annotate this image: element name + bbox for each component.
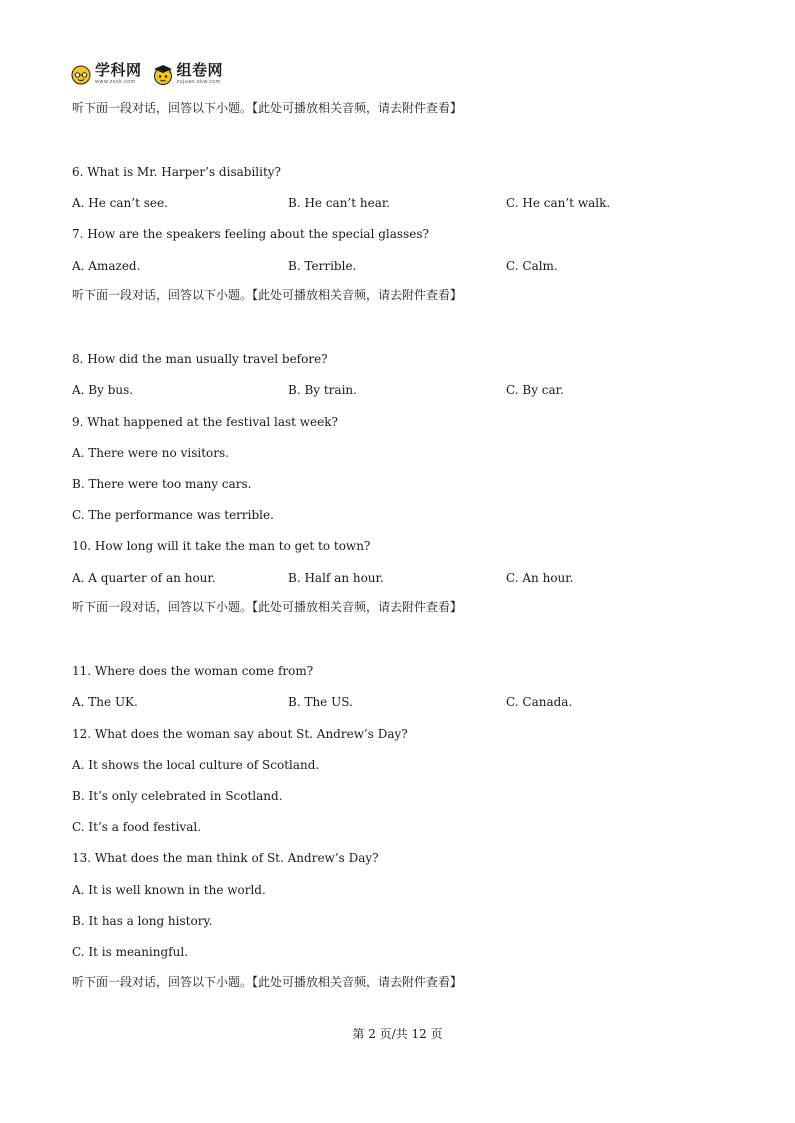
audio-notice: 听下面一段对话，回答以下小题。【此处可播放相关音频，请去附件查看】: [72, 101, 463, 115]
logo-url: www.zxxk.com: [95, 79, 136, 85]
q9-option-a: A. There were no visitors.: [72, 446, 229, 460]
q7-option-b: B. Terrible.: [288, 259, 357, 273]
logo-url: zujuan.xkw.com: [176, 79, 221, 85]
audio-notice: 听下面一段对话，回答以下小题。【此处可播放相关音频，请去附件查看】: [72, 975, 463, 989]
q7-option-c: C. Calm.: [506, 259, 558, 273]
q8-option-a: A. By bus.: [72, 383, 134, 397]
q8-option-c: C. By car.: [506, 383, 564, 397]
q6-option-a: A. He can’t see.: [72, 196, 168, 210]
q10-option-a: A. A quarter of an hour.: [72, 571, 216, 585]
q13-option-a: A. It is well known in the world.: [72, 883, 266, 897]
q11-option-a: A. The UK.: [72, 695, 138, 709]
question-13: 13. What does the man think of St. Andrew’s Day?: [72, 851, 379, 865]
graduate-face-icon: [152, 63, 174, 85]
header-logos: [70, 60, 223, 88]
q6-option-c: C. He can’t walk.: [506, 196, 611, 210]
logo-name: 组卷网: [176, 61, 224, 79]
logo-name: 学科网: [95, 61, 142, 79]
q8-option-b: B. By train.: [288, 383, 357, 397]
q6-option-b: B. He can’t hear.: [288, 196, 391, 210]
q13-option-b: B. It has a long history.: [72, 914, 213, 928]
question-9: 9. What happened at the festival last week?: [72, 415, 338, 429]
xuekewang-logo: [70, 63, 142, 85]
audio-notice: 听下面一段对话，回答以下小题。【此处可播放相关音频，请去附件查看】: [72, 288, 463, 302]
q10-option-b: B. Half an hour.: [288, 571, 384, 585]
student-face-icon: [70, 63, 92, 85]
q9-option-c: C. The performance was terrible.: [72, 508, 274, 522]
question-6: 6. What is Mr. Harper’s disability?: [72, 165, 281, 179]
q10-option-c: C. An hour.: [506, 571, 574, 585]
q13-option-c: C. It is meaningful.: [72, 945, 189, 959]
question-7: 7. How are the speakers feeling about the special glasses?: [72, 227, 429, 241]
question-12: 12. What does the woman say about St. Andrew’s Day?: [72, 727, 408, 741]
q9-option-b: B. There were too many cars.: [72, 477, 252, 491]
question-11: 11. Where does the woman come from?: [72, 664, 314, 678]
q11-option-b: B. The US.: [288, 695, 353, 709]
page-number: 第 2 页/共 12 页: [352, 1027, 443, 1041]
zujuanwang-logo: [152, 63, 224, 85]
q7-option-a: A. Amazed.: [72, 259, 141, 273]
question-10: 10. How long will it take the man to get to town?: [72, 539, 371, 553]
q12-option-a: A. It shows the local culture of Scotland.: [72, 758, 320, 772]
audio-notice: 听下面一段对话，回答以下小题。【此处可播放相关音频，请去附件查看】: [72, 600, 463, 614]
q12-option-b: B. It’s only celebrated in Scotland.: [72, 789, 283, 803]
question-8: 8. How did the man usually travel before?: [72, 352, 328, 366]
q12-option-c: C. It’s a food festival.: [72, 820, 202, 834]
q11-option-c: C. Canada.: [506, 695, 573, 709]
